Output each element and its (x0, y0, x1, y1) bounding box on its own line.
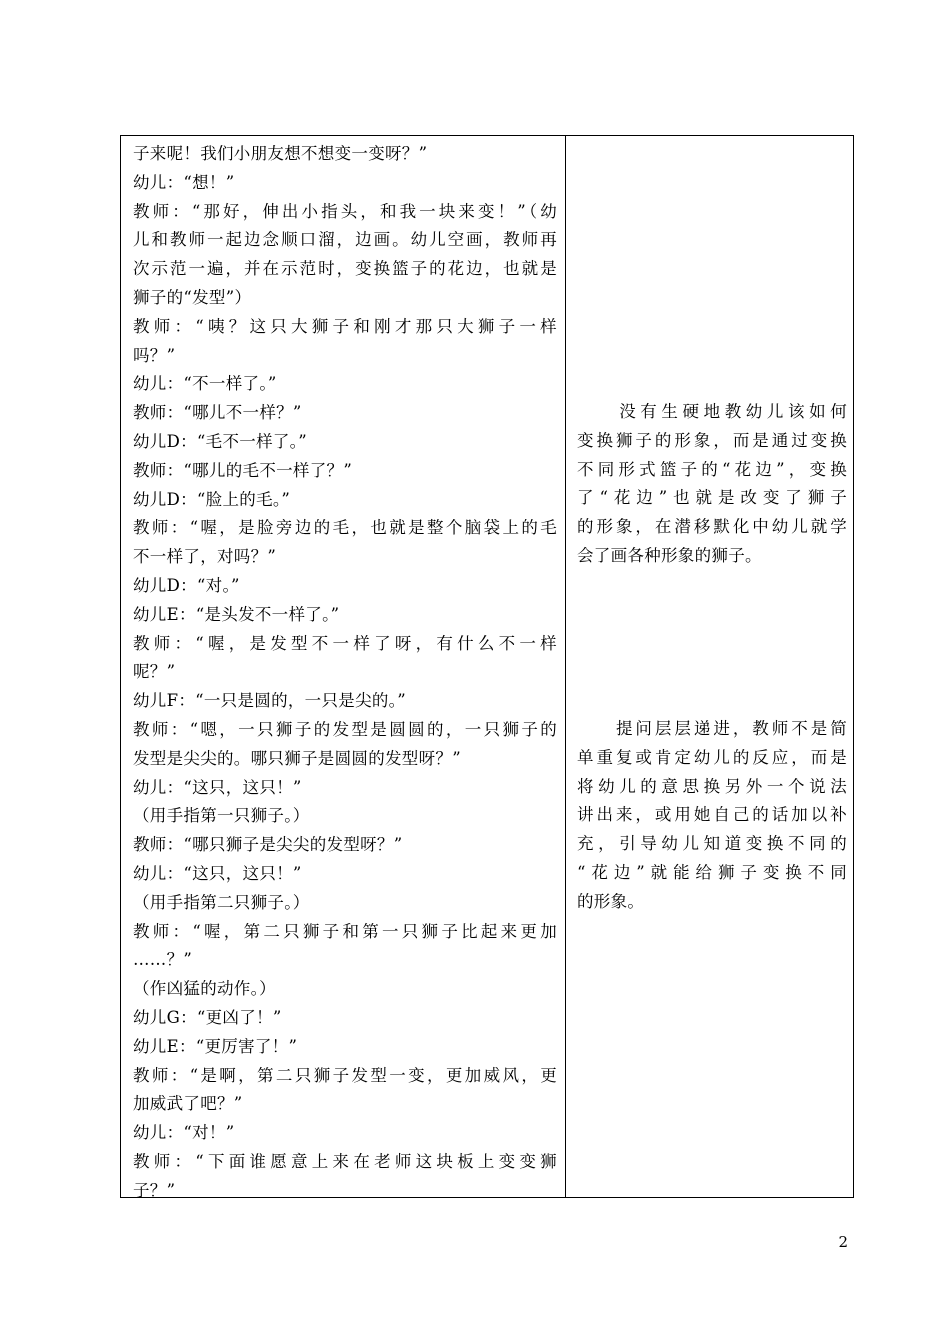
dialogue-line: （用手指第一只狮子。） (133, 806, 310, 826)
dialogue-line: 幼儿D：“对。” (133, 575, 240, 595)
note-line: 提问层层递进，教师不是简 (577, 719, 847, 738)
dialogue-line: （作凶猛的动作。） (133, 979, 276, 999)
dialogue-line: ……？” (133, 950, 193, 970)
dialogue-line: 幼儿E：“是头发不一样了。” (133, 604, 340, 624)
dialogue-line: 子？” (133, 1180, 176, 1200)
dialogue-line: 次示范一遍，并在示范时，变换篮子的花边，也就是 (133, 259, 557, 279)
dialogue-line: 教师：“喔，是发型不一样了呀，有什么不一样 (133, 633, 557, 653)
dialogue-line: 教师：“哪儿不一样？” (133, 403, 302, 423)
dialogue-line: 幼儿D：“脸上的毛。” (133, 489, 291, 509)
dialogue-line: 不一样了，对吗？” (133, 547, 277, 567)
note-line: 了“花边”也就是改变了狮子 (577, 488, 847, 508)
dialogue-line: 加威武了吧？” (133, 1094, 243, 1114)
note-line: 充，引导幼儿知道变换不同的 (577, 834, 847, 854)
dialogue-line: 儿和教师一起边念顺口溜，边画。幼儿空画，教师再 (133, 230, 557, 250)
note-line: 的形象，在潜移默化中幼儿就学 (577, 517, 847, 537)
note-line: “花边”就能给狮子变换不同 (577, 862, 847, 882)
note-line: 讲出来，或用她自己的话加以补 (577, 805, 847, 825)
column-divider (565, 136, 566, 1197)
note-line: 不同形式篮子的“花边”，变换 (577, 459, 847, 479)
dialogue-line: 发型是尖尖的。哪只狮子是圆圆的发型呀？” (133, 748, 461, 768)
note-line: 会了画各种形象的狮子。 (577, 545, 762, 565)
dialogue-line: 教师：“喔，是脸旁边的毛，也就是整个脑袋上的毛 (133, 518, 557, 538)
dialogue-line: 幼儿G：“更凶了！” (133, 1007, 282, 1027)
dialogue-line: （用手指第二只狮子。） (133, 892, 310, 912)
dialogue-column (133, 140, 557, 1205)
note-line: 变换狮子的形象，而是通过变换 (577, 430, 847, 450)
dialogue-line: 幼儿D：“毛不一样了。” (133, 431, 307, 451)
dialogue-line: 狮子的“发型”） (133, 287, 252, 307)
commentary-note-2 (577, 715, 847, 917)
dialogue-line: 幼儿：“这只，这只！” (133, 777, 302, 797)
lesson-table (120, 135, 854, 1198)
dialogue-line: 幼儿E：“更厉害了！” (133, 1036, 298, 1056)
dialogue-line: 教师：“哪只狮子是尖尖的发型呀？” (133, 835, 403, 855)
dialogue-line: 幼儿：“想！” (133, 172, 235, 192)
dialogue-line: 教师：“咦？这只大狮子和刚才那只大狮子一样 (133, 316, 557, 336)
dialogue-line: 幼儿：“不一样了。” (133, 374, 277, 394)
note-line: 单重复或肯定幼儿的反应，而是 (577, 747, 847, 767)
dialogue-line: 子来呢！我们小朋友想不想变一变呀？” (133, 144, 428, 163)
note-line: 的形象。 (577, 891, 645, 911)
dialogue-line: 教师：“那好，伸出小指头，和我一块来变！”（幼 (133, 201, 557, 221)
dialogue-line: 幼儿：“这只，这只！” (133, 863, 302, 883)
dialogue-line: 教师：“是啊，第二只狮子发型一变，更加威风，更 (133, 1065, 557, 1085)
dialogue-line: 幼儿：“对！” (133, 1123, 235, 1143)
dialogue-line: 教师：“嗯，一只狮子的发型是圆圆的，一只狮子的 (133, 719, 557, 739)
dialogue-line: 幼儿F：“一只是圆的，一只是尖的。” (133, 691, 406, 711)
note-line: 将幼儿的意思换另外一个说法 (577, 776, 847, 796)
dialogue-line: 教师：“喔，第二只狮子和第一只狮子比起来更加 (133, 921, 557, 941)
dialogue-line: 教师：“下面谁愿意上来在老师这块板上变变狮 (133, 1151, 557, 1171)
dialogue-line: 教师：“哪儿的毛不一样了？” (133, 460, 353, 480)
dialogue-line: 呢？” (133, 662, 176, 682)
note-line: 没有生硬地教幼儿该如何 (577, 402, 847, 421)
page-number: 2 (838, 1233, 848, 1251)
commentary-note-1 (577, 398, 847, 571)
dialogue-line: 吗？” (133, 345, 176, 365)
